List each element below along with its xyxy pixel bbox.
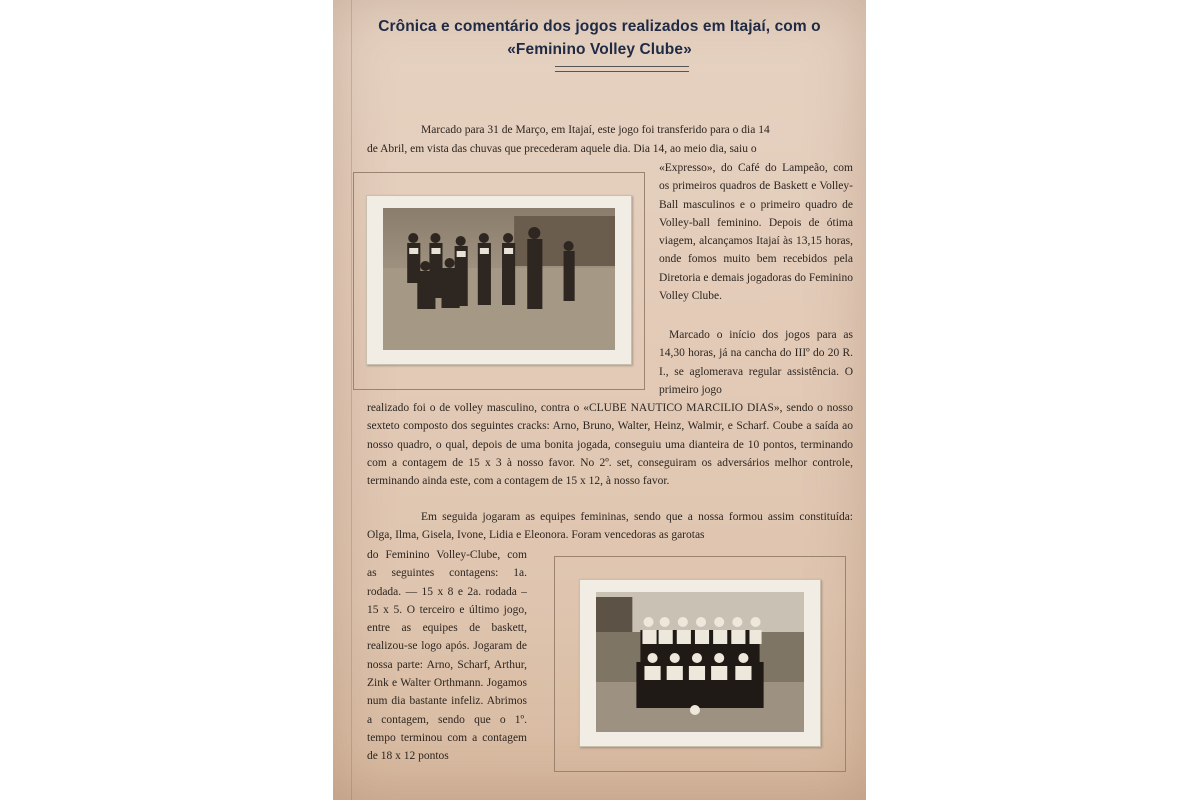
team-photo-women xyxy=(579,579,821,747)
paragraph-1-side-text: «Expresso», do Café do Lampeão, com os primeiros quadros de Baskett e Volley-Ball masculinos e o primeiro quadro de Volley-ball feminino. Depois de ótima viagem, alcançamos Itajaí às 13,15 horas, onde fomos muito bem recebidos pela Diretoria e demais jogadoras do Feminino Volley Clube. xyxy=(659,162,853,303)
women-team-image xyxy=(596,592,804,732)
scrapbook-page xyxy=(333,0,866,800)
paragraph-2-text: realizado foi o de volley masculino, contra o «CLUBE NAUTICO MARCILIO DIAS», sendo o nosso sexteto composto dos seguintes cracks: Arno, Bruno, Walter, Heinz, Walmir, e Scharf. Coube a saída ao nosso quadro, o qual, depois de uma bonita jogada, conseguiu uma dianteira de 10 pontos, terminando com a contagem de 15 x 3 à nosso favor. No 2º. set, conseguiram os adversários melhor controle, terminando ainda este, com a contagem de 15 x 12, à nosso favor. xyxy=(367,402,853,488)
article-title-line-2: «Feminino Volley Clube» xyxy=(507,41,692,58)
title-divider-top xyxy=(555,66,689,67)
article-title-line-1: Crônica e comentário dos jogos realizados em Itajaí, com o xyxy=(378,18,821,35)
paragraph-3-text: Em seguida jogaram as equipes femininas, sendo que a nossa formou assim constituída: Olga, Ilma, Gisela, Ivone, Lidia e Eleonora. Foram vencedoras as garotas xyxy=(367,511,853,542)
men-team-image xyxy=(383,208,615,350)
photo-frame-women xyxy=(554,556,846,772)
paragraph-1-line-2: de Abril, em vista das chuvas que precederam aquele dia. Dia 14, ao meio dia, saiu o xyxy=(367,143,757,155)
paragraph-3-side-text: do Feminino Volley-Clube, com as seguintes contagens: 1a. rodada. — 15 x 8 e 2a. rodada – 15 x 5. O terceiro e último jogo, entre as equipes de baskett, realizou-se logo após. Jogaram de nossa parte: Arno, Scharf, Arthur, Zink e Walter Orthmann. Jogamos num dia bastante infeliz. Abrimos a contagem, sendo que o 1º. tempo terminou com a contagem de 18 x 12 pontos xyxy=(367,549,527,763)
team-photo-men xyxy=(366,195,632,365)
title-divider-bottom xyxy=(555,71,689,72)
paragraph-1-line-1: Marcado para 31 de Março, em Itajaí, este jogo foi transferido para o dia 14 xyxy=(421,124,770,136)
paragraph-2-side-text: Marcado o início dos jogos para as 14,30 horas, já na cancha do IIIº do 20 R. I., se aglomerava regular assistência. O primeiro jogo xyxy=(659,329,853,396)
photo-frame-men xyxy=(353,172,645,390)
